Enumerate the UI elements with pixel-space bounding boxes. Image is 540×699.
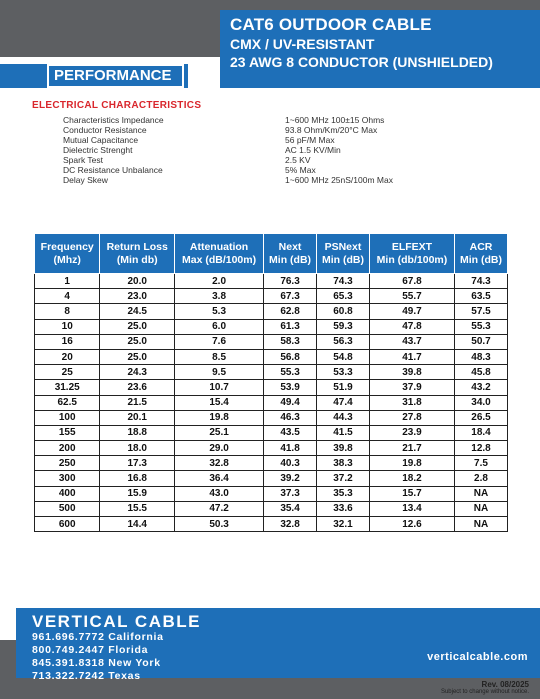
table-cell: 55.3 — [455, 319, 508, 334]
spec-name: Characteristics Impedance — [63, 115, 164, 125]
table-cell: 39.8 — [317, 441, 370, 456]
spec-value: 2.5 KV — [285, 155, 311, 165]
table-cell: 55.7 — [369, 289, 454, 304]
table-cell: 18.8 — [100, 425, 175, 440]
table-row — [35, 425, 508, 440]
table-cell: 31.8 — [369, 395, 454, 410]
table-cell: NA — [455, 517, 508, 532]
table-cell: 31.25 — [35, 380, 100, 395]
table-header-row — [35, 234, 508, 274]
disclaimer-text: Subject to change without notice. — [440, 689, 529, 695]
spec-name: Mutual Capacitance — [63, 135, 139, 145]
table-cell: 20.1 — [100, 410, 175, 425]
performance-badge: PERFORMANCE — [47, 64, 184, 88]
table-cell: 53.9 — [264, 380, 317, 395]
table-cell: 24.5 — [100, 304, 175, 319]
table-cell: 67.3 — [264, 289, 317, 304]
spec-value: 1~600 MHz 25nS/100m Max — [285, 175, 393, 185]
column-header-line: Frequency — [40, 240, 94, 253]
phone-number: 961.696.7772 California — [32, 631, 164, 643]
table-cell: 17.3 — [100, 456, 175, 471]
table-cell: 43.2 — [455, 380, 508, 395]
website-link[interactable]: verticalcable.com — [427, 651, 528, 663]
table-cell: 19.8 — [175, 410, 264, 425]
table-cell: 9.5 — [175, 365, 264, 380]
table-cell: 16 — [35, 334, 100, 349]
column-header-line: Return Loss — [106, 240, 168, 253]
table-body — [35, 274, 508, 532]
table-cell: 155 — [35, 425, 100, 440]
table-cell: 39.2 — [264, 471, 317, 486]
table-cell: 54.8 — [317, 349, 370, 364]
spec-name: Conductor Resistance — [63, 125, 147, 135]
table-cell: 20.0 — [100, 274, 175, 289]
table-cell: 41.8 — [264, 441, 317, 456]
table-cell: 56.8 — [264, 349, 317, 364]
table-cell: 100 — [35, 410, 100, 425]
column-header — [264, 234, 317, 274]
table-cell: 3.8 — [175, 289, 264, 304]
table-cell: 5.3 — [175, 304, 264, 319]
table-row — [35, 304, 508, 319]
spec-row — [63, 125, 503, 135]
table-cell: 2.0 — [175, 274, 264, 289]
table-cell: NA — [455, 486, 508, 501]
table-row — [35, 395, 508, 410]
table-cell: 35.4 — [264, 501, 317, 516]
table-cell: 45.8 — [455, 365, 508, 380]
electrical-spec-list — [63, 115, 503, 185]
table-row — [35, 380, 508, 395]
table-cell: 65.3 — [317, 289, 370, 304]
table-cell: 25.0 — [100, 334, 175, 349]
table-cell: 7.6 — [175, 334, 264, 349]
table-cell: 67.8 — [369, 274, 454, 289]
table-row — [35, 410, 508, 425]
table-cell: 62.5 — [35, 395, 100, 410]
column-header — [35, 234, 100, 274]
table-cell: 12.8 — [455, 441, 508, 456]
table-cell: 23.9 — [369, 425, 454, 440]
table-cell: 61.3 — [264, 319, 317, 334]
table-cell: 41.7 — [369, 349, 454, 364]
column-header-line: Min (dB) — [269, 253, 312, 266]
table-row — [35, 517, 508, 532]
column-header-line: PSNext — [324, 240, 362, 253]
column-header-line: ACR — [469, 240, 493, 253]
table-cell: 27.8 — [369, 410, 454, 425]
table-cell: 63.5 — [455, 289, 508, 304]
page-title: CAT6 OUTDOOR CABLE — [230, 15, 432, 34]
table-cell: 32.8 — [264, 517, 317, 532]
table-cell: 500 — [35, 501, 100, 516]
table-cell: 25.0 — [100, 349, 175, 364]
table-cell: 7.5 — [455, 456, 508, 471]
table-cell: 47.2 — [175, 501, 264, 516]
table-cell: 37.3 — [264, 486, 317, 501]
table-cell: 35.3 — [317, 486, 370, 501]
spec-name: Dielectric Strenght — [63, 145, 133, 155]
brand-name: VERTICAL CABLE — [32, 612, 201, 631]
phone-number: 845.391.8318 New York — [32, 657, 161, 669]
phone-number: 800.749.2447 Florida — [32, 644, 149, 656]
column-header-line: Next — [278, 240, 302, 253]
table-cell: 60.8 — [317, 304, 370, 319]
table-row — [35, 486, 508, 501]
table-row — [35, 289, 508, 304]
table-cell: 15.4 — [175, 395, 264, 410]
table-cell: 74.3 — [455, 274, 508, 289]
column-header — [100, 234, 175, 274]
table-cell: 15.9 — [100, 486, 175, 501]
table-cell: 51.9 — [317, 380, 370, 395]
table-cell: 50.7 — [455, 334, 508, 349]
spec-value: 1~600 MHz 100±15 Ohms — [285, 115, 385, 125]
table-row — [35, 501, 508, 516]
column-header — [317, 234, 370, 274]
table-cell: 4 — [35, 289, 100, 304]
table-cell: 18.0 — [100, 441, 175, 456]
table-cell: 16.8 — [100, 471, 175, 486]
table-cell: 23.6 — [100, 380, 175, 395]
spec-value: 56 pF/M Max — [285, 135, 335, 145]
column-header — [175, 234, 264, 274]
table-cell: 200 — [35, 441, 100, 456]
table-cell: 57.5 — [455, 304, 508, 319]
table-cell: 21.7 — [369, 441, 454, 456]
spec-name: Delay Skew — [63, 175, 108, 185]
spec-row — [63, 115, 503, 125]
table-cell: 62.8 — [264, 304, 317, 319]
table-cell: 10 — [35, 319, 100, 334]
table-cell: 74.3 — [317, 274, 370, 289]
spec-value: 93.8 Ohm/Km/20°C Max — [285, 125, 378, 135]
table-cell: 48.3 — [455, 349, 508, 364]
table-cell: 49.7 — [369, 304, 454, 319]
spec-value: 5% Max — [285, 165, 316, 175]
column-header — [369, 234, 454, 274]
table-cell: 58.3 — [264, 334, 317, 349]
table-cell: 49.4 — [264, 395, 317, 410]
table-row — [35, 456, 508, 471]
table-cell: 37.2 — [317, 471, 370, 486]
column-header-line: Min (dB) — [321, 253, 364, 266]
spec-row — [63, 165, 503, 175]
table-cell: 600 — [35, 517, 100, 532]
table-row — [35, 334, 508, 349]
phone-list — [32, 631, 164, 683]
table-cell: 24.3 — [100, 365, 175, 380]
table-cell: 400 — [35, 486, 100, 501]
table-cell: 12.6 — [369, 517, 454, 532]
title-box — [220, 10, 540, 88]
table-cell: 53.3 — [317, 365, 370, 380]
spec-name: DC Resistance Unbalance — [63, 165, 163, 175]
table-cell: 43.0 — [175, 486, 264, 501]
page-subtitle-2: 23 AWG 8 CONDUCTOR (UNSHIELDED) — [230, 54, 493, 70]
table-cell: 39.8 — [369, 365, 454, 380]
table-cell: 41.5 — [317, 425, 370, 440]
spec-row — [63, 155, 503, 165]
table-cell: 18.2 — [369, 471, 454, 486]
table-cell: 25.1 — [175, 425, 264, 440]
table-cell: 47.8 — [369, 319, 454, 334]
table-cell: 2.8 — [455, 471, 508, 486]
table-cell: 32.1 — [317, 517, 370, 532]
column-header-line: (Mhz) — [53, 253, 81, 266]
spec-row — [63, 145, 503, 155]
table-cell: 46.3 — [264, 410, 317, 425]
table-row — [35, 441, 508, 456]
column-header-line: (Min db) — [116, 253, 158, 266]
phone-number: 713.322.7242 Texas — [32, 670, 141, 682]
column-header-line: Min (dB) — [460, 253, 502, 266]
table-cell: 76.3 — [264, 274, 317, 289]
revision-label: Rev. 08/2025 — [481, 680, 529, 689]
table-row — [35, 365, 508, 380]
page-subtitle-1: CMX / UV-RESISTANT — [230, 36, 375, 52]
column-header-line: Max (dB/100m) — [182, 253, 257, 266]
table-cell: 20 — [35, 349, 100, 364]
table-cell: 18.4 — [455, 425, 508, 440]
spec-row — [63, 135, 503, 145]
spec-row — [63, 175, 503, 185]
table-cell: 8 — [35, 304, 100, 319]
table-cell: 43.5 — [264, 425, 317, 440]
table-row — [35, 471, 508, 486]
performance-table — [34, 233, 508, 532]
table-cell: 36.4 — [175, 471, 264, 486]
table-row — [35, 274, 508, 289]
column-header — [455, 234, 508, 274]
table-cell: 55.3 — [264, 365, 317, 380]
table-cell: 37.9 — [369, 380, 454, 395]
table-cell: 13.4 — [369, 501, 454, 516]
table-cell: 56.3 — [317, 334, 370, 349]
table-cell: 300 — [35, 471, 100, 486]
table-row — [35, 349, 508, 364]
column-header-line: Min (db/100m) — [376, 253, 448, 266]
spec-value: AC 1.5 KV/Min — [285, 145, 341, 155]
table-cell: 26.5 — [455, 410, 508, 425]
electrical-characteristics-title: ELECTRICAL CHARACTERISTICS — [32, 100, 202, 111]
table-cell: 43.7 — [369, 334, 454, 349]
table-cell: 29.0 — [175, 441, 264, 456]
column-header-line: ELFEXT — [391, 240, 433, 253]
table-cell: 25.0 — [100, 319, 175, 334]
table-cell: 15.5 — [100, 501, 175, 516]
column-header-line: Attenuation — [189, 240, 249, 253]
table-cell: 47.4 — [317, 395, 370, 410]
table-cell: 21.5 — [100, 395, 175, 410]
spec-name: Spark Test — [63, 155, 104, 165]
table-cell: 59.3 — [317, 319, 370, 334]
table-cell: 38.3 — [317, 456, 370, 471]
table-cell: 23.0 — [100, 289, 175, 304]
table-cell: 25 — [35, 365, 100, 380]
table-cell: 10.7 — [175, 380, 264, 395]
table-cell: 34.0 — [455, 395, 508, 410]
table-cell: 50.3 — [175, 517, 264, 532]
table-cell: 8.5 — [175, 349, 264, 364]
table-cell: 32.8 — [175, 456, 264, 471]
table-cell: 40.3 — [264, 456, 317, 471]
table-cell: 33.6 — [317, 501, 370, 516]
table-row — [35, 319, 508, 334]
table-cell: 1 — [35, 274, 100, 289]
table-cell: 6.0 — [175, 319, 264, 334]
table-cell: 19.8 — [369, 456, 454, 471]
table-cell: 44.3 — [317, 410, 370, 425]
table-cell: 15.7 — [369, 486, 454, 501]
table-cell: 250 — [35, 456, 100, 471]
table-cell: 14.4 — [100, 517, 175, 532]
table-cell: NA — [455, 501, 508, 516]
